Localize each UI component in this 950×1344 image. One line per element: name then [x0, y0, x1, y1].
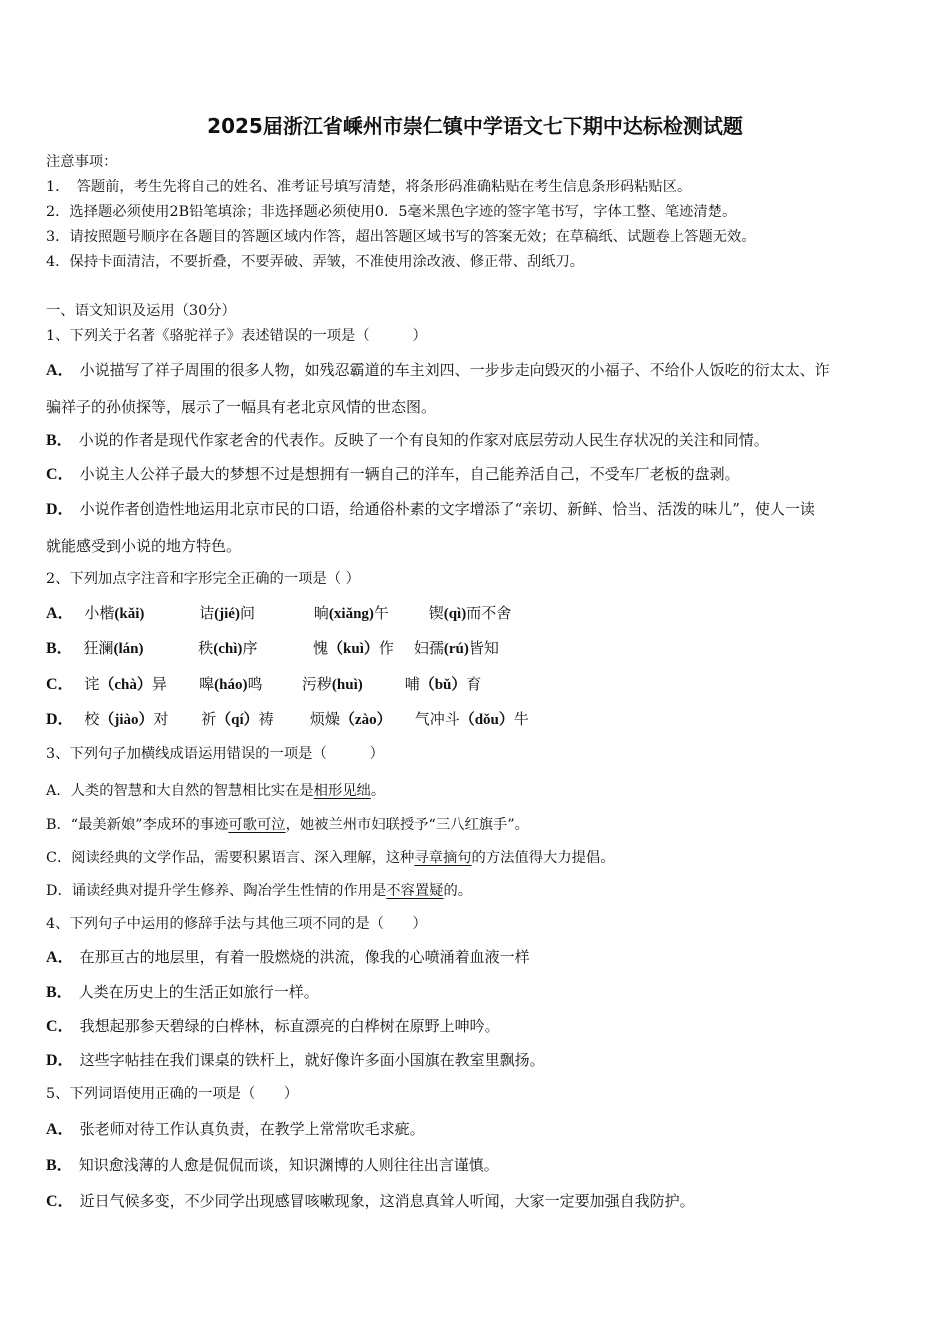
option-label: A． [46, 605, 74, 622]
option-label: D． [46, 711, 74, 728]
question-1-option-d-cont: 就能感受到小说的地方特色。 [46, 537, 242, 555]
question-1-option-b [46, 430, 769, 451]
question-4-option-b: B． 人类在历史上的生活正如旅行一样。 [46, 983, 319, 1001]
question-1-option-a-cont: 骗祥子的孙侦探等，展示了一幅具有老北京风情的世态图。 [46, 398, 437, 416]
option-label: C． [46, 676, 74, 693]
word-item: 嗥(háo)鸣 [199, 675, 263, 693]
question-1-option-c [46, 464, 740, 485]
word-item: 狂澜(lán) [83, 639, 144, 657]
underlined-idiom: 相形见绌 [313, 783, 371, 799]
notice-item: 1． 答题前，考生先将自己的姓名、准考证号填写清楚，将条形码准确粘贴在考生信息条形码粘贴区。 [46, 179, 692, 195]
question-4-stem: 4、下列句子中运用的修辞手法与其他三项不同的是（ ） [46, 916, 427, 932]
underlined-idiom: 寻章摘句 [414, 850, 472, 866]
question-4-option-c: C． 我想起那参天碧绿的白桦林，标直漂亮的白桦树在原野上呻吟。 [46, 1017, 500, 1035]
question-2-option-a [46, 603, 511, 624]
question-4-option-d: D． 这些字帖挂在我们课桌的铁杆上，就好像许多面小国旗在教室里飘扬。 [46, 1051, 545, 1069]
question-1-option-a [46, 360, 830, 381]
word-item: 烦燥（zào） [309, 710, 392, 728]
question-3-option-a: A．人类的智慧和大自然的智慧相比实在是相形见绌。 [46, 783, 386, 799]
option-text: 小说描写了祥子周围的很多人物，如残忍霸道的车主刘四、一步步走向毁灭的小福子、不给仆人饭吃的衍太太、诈 [79, 361, 830, 379]
notice-heading: 注意事项： [46, 154, 118, 170]
underlined-idiom: 不容置疑 [386, 883, 444, 899]
question-3-option-d: D．诵读经典对提升学生修养、陶冶学生性情的作用是不容置疑的。 [46, 883, 473, 899]
option-label: C． [46, 466, 74, 483]
word-item: 诘(jié)问 [199, 604, 255, 622]
question-3-option-b: B．“最美新娘”李成环的事迹可歌可泣，她被兰州市妇联授予“三八红旗手”。 [46, 817, 529, 833]
question-5-option-b: B． 知识愈浅薄的人愈是侃侃而谈，知识渊博的人则往往出言谨慎。 [46, 1156, 499, 1174]
word-item: 祈（qí）祷 [201, 710, 274, 728]
word-item: 晌(xiǎng)午 [313, 604, 389, 622]
underlined-idiom: 可歌可泣 [228, 817, 286, 833]
question-5-option-a: A． 张老师对待工作认真负责，在教学上常常吹毛求疵。 [46, 1120, 425, 1138]
word-item: 愧（kuì）作 [313, 639, 394, 657]
option-label: B． [46, 432, 73, 449]
notice-item: 4．保持卡面清洁，不要折叠，不要弄破、弄皱，不准使用涂改液、修正带、刮纸刀。 [46, 254, 585, 270]
section-heading: 一、语文知识及运用（30分） [46, 303, 236, 319]
notice-item: 2．选择题必须使用2B铅笔填涂；非选择题必须使用0．5毫米黑色字迹的签字笔书写，字体工整、笔迹清楚。 [46, 204, 737, 220]
notice-item: 3．请按照题号顺序在各题目的答题区域内作答，超出答题区域书写的答案无效；在草稿纸、试题卷上答题无效。 [46, 229, 756, 245]
option-text: 小说主人公祥子最大的梦想不过是想拥有一辆自己的洋车，自己能养活自己，不受车厂老板的盘剥。 [79, 465, 740, 483]
word-item: 诧（chà）异 [84, 675, 167, 693]
word-item: 小楷(kǎi) [84, 604, 145, 622]
question-2-stem: 2、下列加点字注音和字形完全正确的一项是（ ） [46, 571, 360, 587]
word-item: 锲(qì)而不舍 [428, 604, 512, 622]
word-item: 污秽(huì) [301, 675, 363, 693]
word-item: 秩(chì)序 [198, 639, 258, 657]
word-item: 哺（bǔ）育 [404, 675, 482, 693]
question-2-option-c [46, 674, 481, 695]
option-label: D． [46, 501, 74, 518]
option-text: 小说的作者是现代作家老舍的代表作。反映了一个有良知的作家对底层劳动人民生存状况的关注和同情。 [78, 431, 769, 449]
question-3-option-c: C．阅读经典的文学作品，需要积累语言、深入理解，这种寻章摘句的方法值得大力提倡。 [46, 850, 615, 866]
page-title: 2025届浙江省嵊州市崇仁镇中学语文七下期中达标检测试题 [207, 114, 743, 138]
question-2-option-b [46, 638, 499, 659]
question-1-option-d [46, 499, 815, 520]
question-1-stem: 1、下列关于名著《骆驼祥子》表述错误的一项是（ ） [46, 328, 427, 344]
question-2-option-d [46, 709, 529, 730]
option-label: A． [46, 362, 74, 379]
word-item: 气冲斗（dǒu）牛 [414, 710, 529, 728]
question-5-option-c: C． 近日气候多变，不少同学出现感冒咳嗽现象，这消息真耸人听闻，大家一定要加强自我防护。 [46, 1192, 695, 1210]
option-label: B． [46, 640, 73, 657]
word-item: 校（jiào）对 [84, 710, 169, 728]
word-item: 妇孺(rú)皆知 [413, 639, 499, 657]
option-text: 小说作者创造性地运用北京市民的口语，给通俗朴素的文字增添了“亲切、新鲜、恰当、活泼的味儿”，使人一读 [79, 500, 815, 518]
question-4-option-a: A． 在那亘古的地层里，有着一股燃烧的洪流，像我的心喷涌着血液一样 [46, 948, 530, 966]
question-3-stem: 3、下列句子加横线成语运用错误的一项是（ ） [46, 746, 384, 762]
question-5-stem: 5、下列词语使用正确的一项是（ ） [46, 1086, 299, 1102]
